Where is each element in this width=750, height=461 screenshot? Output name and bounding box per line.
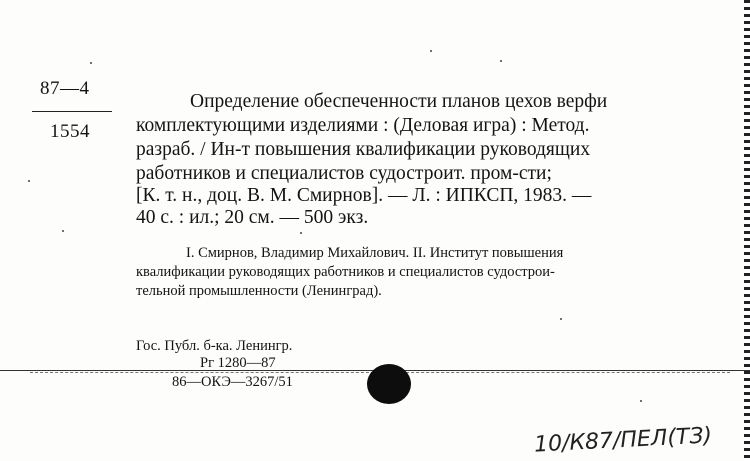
main-line-3: разраб. / Ин-т повышения квалификации руководящих bbox=[136, 139, 591, 160]
tracing-line-3: тельной промышленности (Ленинград). bbox=[136, 283, 382, 299]
main-line-6: 40 с. : ил.; 20 см. — 500 экз. bbox=[136, 207, 369, 228]
speck bbox=[500, 60, 502, 62]
punch-hole bbox=[367, 364, 411, 404]
call-number-top: 87—4 bbox=[40, 78, 90, 99]
speck bbox=[28, 180, 30, 182]
registration-number: Рг 1280—87 bbox=[200, 355, 276, 371]
speck bbox=[300, 232, 302, 234]
tracing-line-2: квалификации руководящих работников и специалистов судострои- bbox=[136, 264, 555, 280]
tracing-line-1: I. Смирнов, Владимир Михайлович. II. Институт повышения bbox=[186, 245, 564, 261]
okz-number: 86—ОКЭ—3267/51 bbox=[172, 374, 293, 390]
main-line-1: Определение обеспеченности планов цехов верфи bbox=[190, 91, 608, 112]
call-number-bottom: 1554 bbox=[50, 121, 90, 142]
speck bbox=[640, 400, 642, 402]
main-line-5: [К. т. н., доц. В. М. Смирнов]. — Л. : ИПКСП, 1983. — bbox=[136, 185, 592, 206]
call-number-divider bbox=[32, 111, 112, 112]
speck bbox=[62, 230, 64, 232]
card-edge-perforation bbox=[744, 0, 750, 461]
library-line: Гос. Публ. б-ка. Ленингр. bbox=[136, 338, 293, 354]
speck bbox=[560, 318, 562, 320]
speck bbox=[90, 62, 92, 64]
main-line-4: работников и специалистов судостроит. пром-сти; bbox=[136, 163, 552, 184]
main-line-2: комплектующими изделиями : (Деловая игра) : Метод. bbox=[136, 115, 590, 136]
speck bbox=[430, 50, 432, 52]
handwritten-note: 10/К87/ПЕЛ(ТЗ) bbox=[533, 423, 713, 458]
